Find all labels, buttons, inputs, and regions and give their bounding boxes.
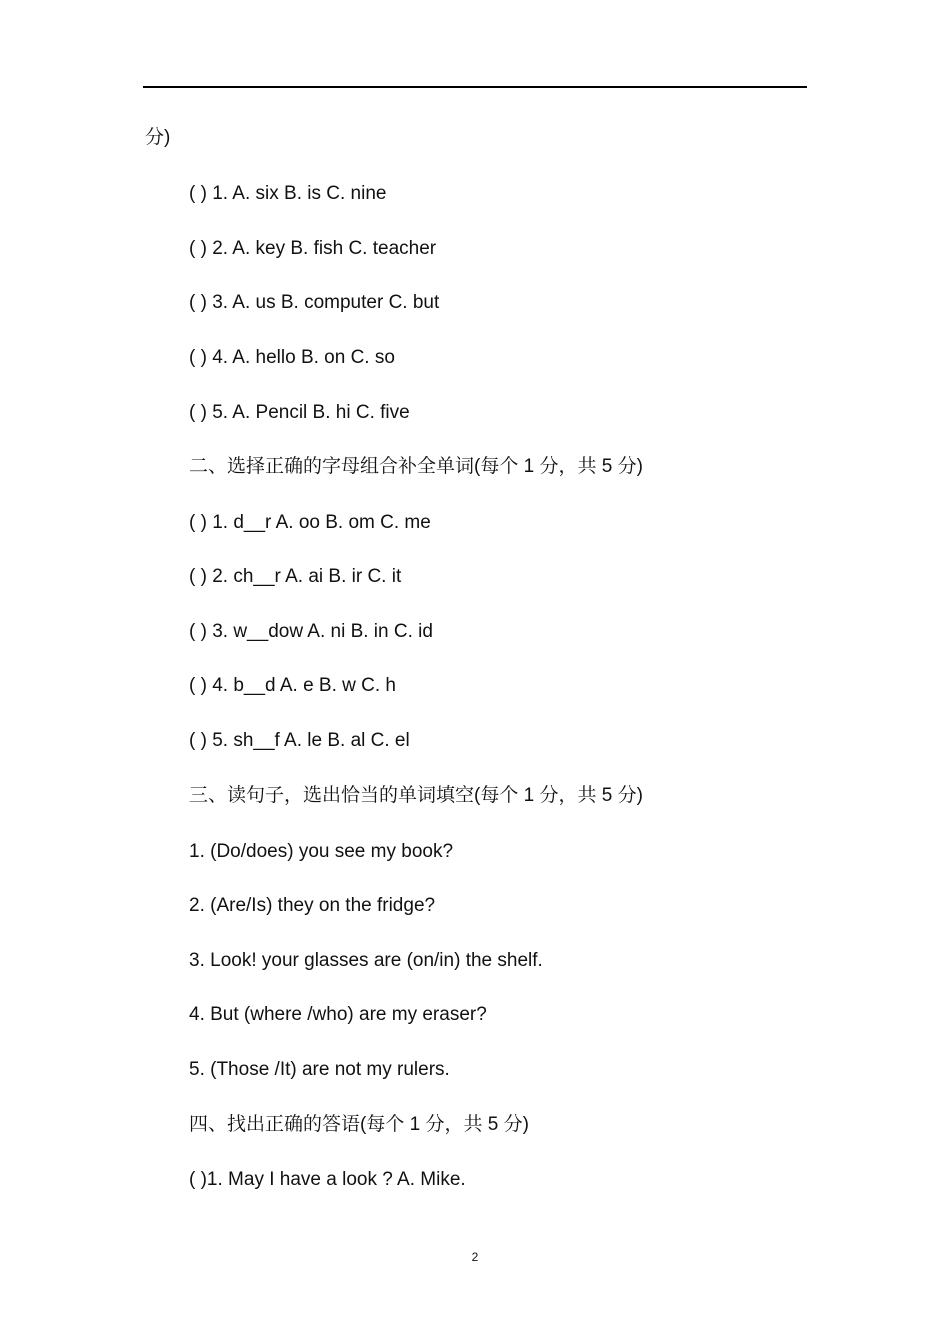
question-item: ( ) 2. ch__r A. ai B. ir C. it xyxy=(189,566,402,587)
question-item: ( ) 3. A. us B. computer C. but xyxy=(189,292,440,313)
section-heading: 四、找出正确的答语(每个 1 分，共 5 分) xyxy=(189,1114,529,1135)
question-item: ( ) 5. sh__f A. le B. al C. el xyxy=(189,730,410,751)
question-item: ( ) 3. w__dow A. ni B. in C. id xyxy=(189,621,433,642)
question-item: 2. (Are/Is) they on the fridge? xyxy=(189,895,436,916)
question-item: 3. Look! your glasses are (on/in) the shelf. xyxy=(189,950,543,971)
page-number: 2 xyxy=(471,1250,479,1264)
question-item: 1. (Do/does) you see my book? xyxy=(189,841,454,862)
section-heading: 三、读句子，选出恰当的单词填空(每个 1 分，共 5 分) xyxy=(189,785,643,806)
question-item: ( )1. May I have a look ? A. Mike. xyxy=(189,1169,466,1190)
header-rule xyxy=(143,86,807,88)
question-item: ( ) 4. b__d A. e B. w C. h xyxy=(189,675,396,696)
question-item: ( ) 4. A. hello B. on C. so xyxy=(189,347,395,368)
section-heading: 二、选择正确的字母组合补全单词(每个 1 分，共 5 分) xyxy=(189,456,643,477)
continuation-text: 分) xyxy=(145,127,171,148)
question-item: 4. But (where /who) are my eraser? xyxy=(189,1004,487,1025)
question-item: ( ) 5. A. Pencil B. hi C. five xyxy=(189,402,410,423)
question-item: ( ) 1. A. six B. is C. nine xyxy=(189,183,387,204)
question-item: ( ) 2. A. key B. fish C. teacher xyxy=(189,238,437,259)
question-item: ( ) 1. d__r A. oo B. om C. me xyxy=(189,512,431,533)
question-item: 5. (Those /It) are not my rulers. xyxy=(189,1059,450,1080)
